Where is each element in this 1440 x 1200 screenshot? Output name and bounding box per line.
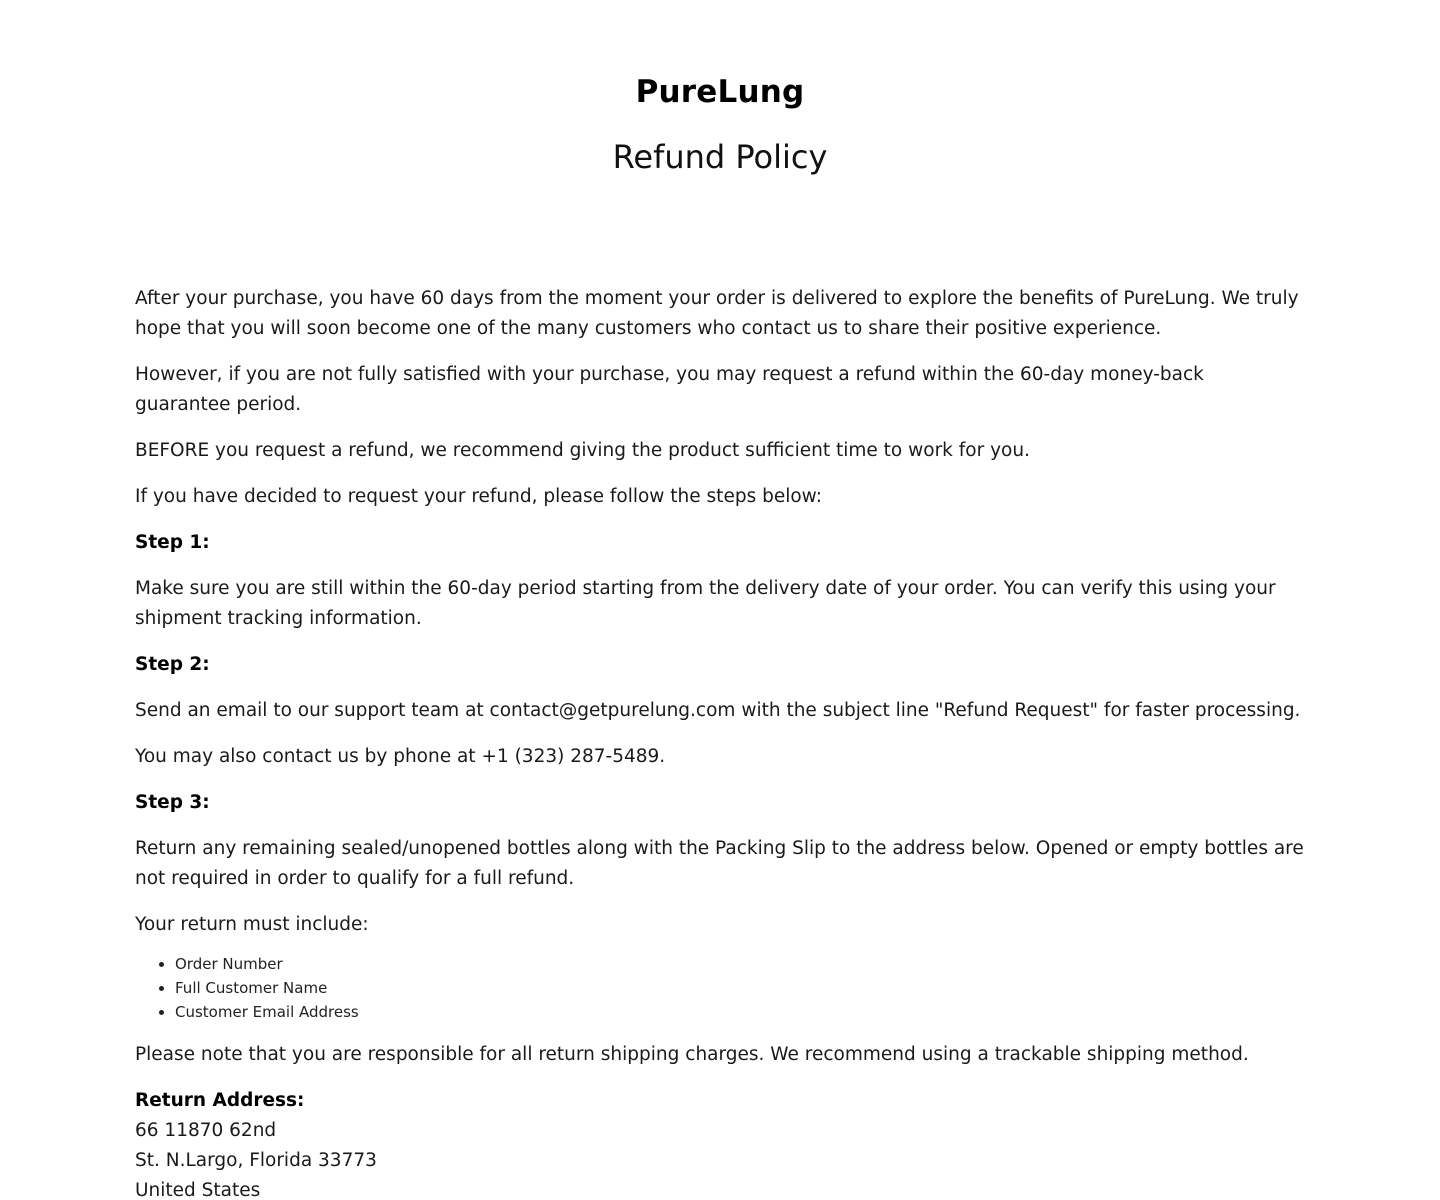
address-line: 66 11870 62nd [135, 1120, 277, 1141]
page-title: Refund Policy [612, 138, 828, 176]
page-header [0, 0, 1440, 177]
step-3-text: Return any remaining sealed/unopened bottles along with the Packing Slip to the address below. Opened or empty bottles are not required in order to qualify for a full refund. [135, 838, 1304, 889]
list-item: • Order Number [175, 952, 1305, 976]
intro-paragraph: If you have decided to request your refund, please follow the steps below: [135, 486, 823, 507]
intro-paragraph: After your purchase, you have 60 days from the moment your order is delivered to explore the benefits of PureLung. We truly hope that you will soon become one of the many customers who contact us to share their positive experience. [135, 288, 1299, 339]
return-include-list [135, 952, 1305, 1024]
list-item: • Full Customer Name [175, 976, 1305, 1000]
step-2-heading: Step 2: [135, 654, 210, 675]
intro-paragraph: However, if you are not fully satisfied with your purchase, you may request a refund within the 60-day money-back guarantee period. [135, 364, 1204, 415]
intro-paragraph: BEFORE you request a refund, we recommend giving the product sufficient time to work for you. [135, 440, 1030, 461]
brand-name: PureLung [635, 74, 805, 110]
return-include-intro: Your return must include: [135, 914, 369, 935]
policy-content [135, 284, 1305, 1200]
step-3-heading: Step 3: [135, 792, 210, 813]
step-2-text: Send an email to our support team at contact@getpurelung.com with the subject line "Refund Request" for faster processing. [135, 700, 1301, 721]
return-address [135, 1086, 1305, 1200]
list-item: • Customer Email Address [175, 1000, 1305, 1024]
step-1-text: Make sure you are still within the 60-day period starting from the delivery date of your order. You can verify this using your shipment tracking information. [135, 578, 1276, 629]
step-1-heading: Step 1: [135, 532, 210, 553]
return-address-label: Return Address: [135, 1090, 305, 1111]
step-2-phone: You may also contact us by phone at +1 (323) 287-5489. [135, 746, 666, 767]
address-line: St. N.Largo, Florida 33773 [135, 1150, 377, 1171]
shipping-note: Please note that you are responsible for all return shipping charges. We recommend using a trackable shipping method. [135, 1044, 1249, 1065]
address-line: United States [135, 1180, 261, 1200]
